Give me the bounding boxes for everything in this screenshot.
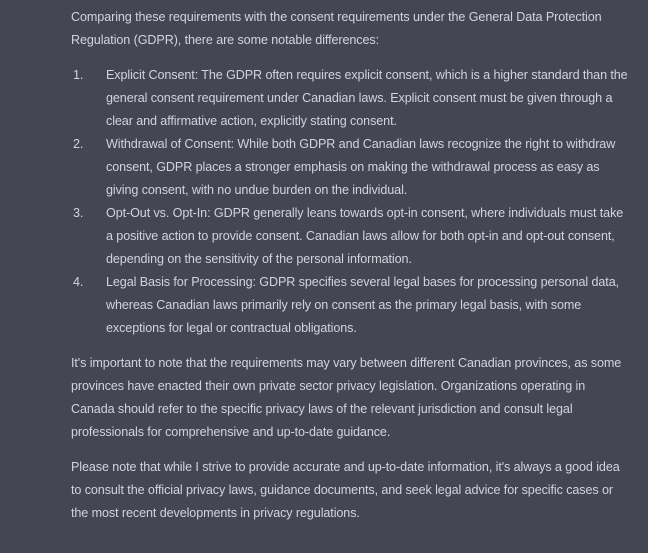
differences-list	[71, 64, 628, 340]
list-item-number: 4.	[73, 275, 84, 289]
list-item	[71, 133, 628, 202]
list-item-text: Withdrawal of Consent: While both GDPR and Canadian laws recognize the right to withdraw consent, GDPR places a stronger emphasis on making the withdrawal process as easy as giving consent, with no undue burden on the individual.	[106, 137, 616, 197]
disclaimer-paragraph: Please note that while I strive to provide accurate and up-to-date information, it's always a good idea to consult the official privacy laws, guidance documents, and seek legal advice for specific cases or the most recent developments in privacy regulations.	[71, 460, 620, 520]
list-item	[71, 202, 628, 271]
list-item-text: Legal Basis for Processing: GDPR specifies several legal bases for processing personal data, whereas Canadian laws primarily rely on consent as the primary legal basis, with some exceptions for legal or contractual obligations.	[106, 275, 620, 335]
provinces-note-paragraph: It's important to note that the requirements may vary between different Canadian provinces, as some provinces have enacted their own private sector privacy legislation. Organizations operating in Canada should refer to the specific privacy laws of the relevant jurisdiction and consult legal professionals for comprehensive and up-to-date guidance.	[71, 356, 622, 439]
list-item	[71, 271, 628, 340]
list-item-text: Opt-Out vs. Opt-In: GDPR generally leans towards opt-in consent, where individuals must take a positive action to provide consent. Canadian laws allow for both opt-in and opt-out consent, depending on the sensitivity of the personal information.	[106, 206, 624, 266]
intro-paragraph: Comparing these requirements with the consent requirements under the General Data Protection Regulation (GDPR), there are some notable differences:	[71, 10, 602, 47]
list-item-number: 2.	[73, 137, 84, 151]
list-item-text: Explicit Consent: The GDPR often requires explicit consent, which is a higher standard than the general consent requirement under Canadian laws. Explicit consent must be given through a clear and affirmative action, explicitly stating consent.	[106, 68, 628, 128]
list-item-number: 3.	[73, 206, 84, 220]
list-item-number: 1.	[73, 68, 84, 82]
list-item	[71, 64, 628, 133]
